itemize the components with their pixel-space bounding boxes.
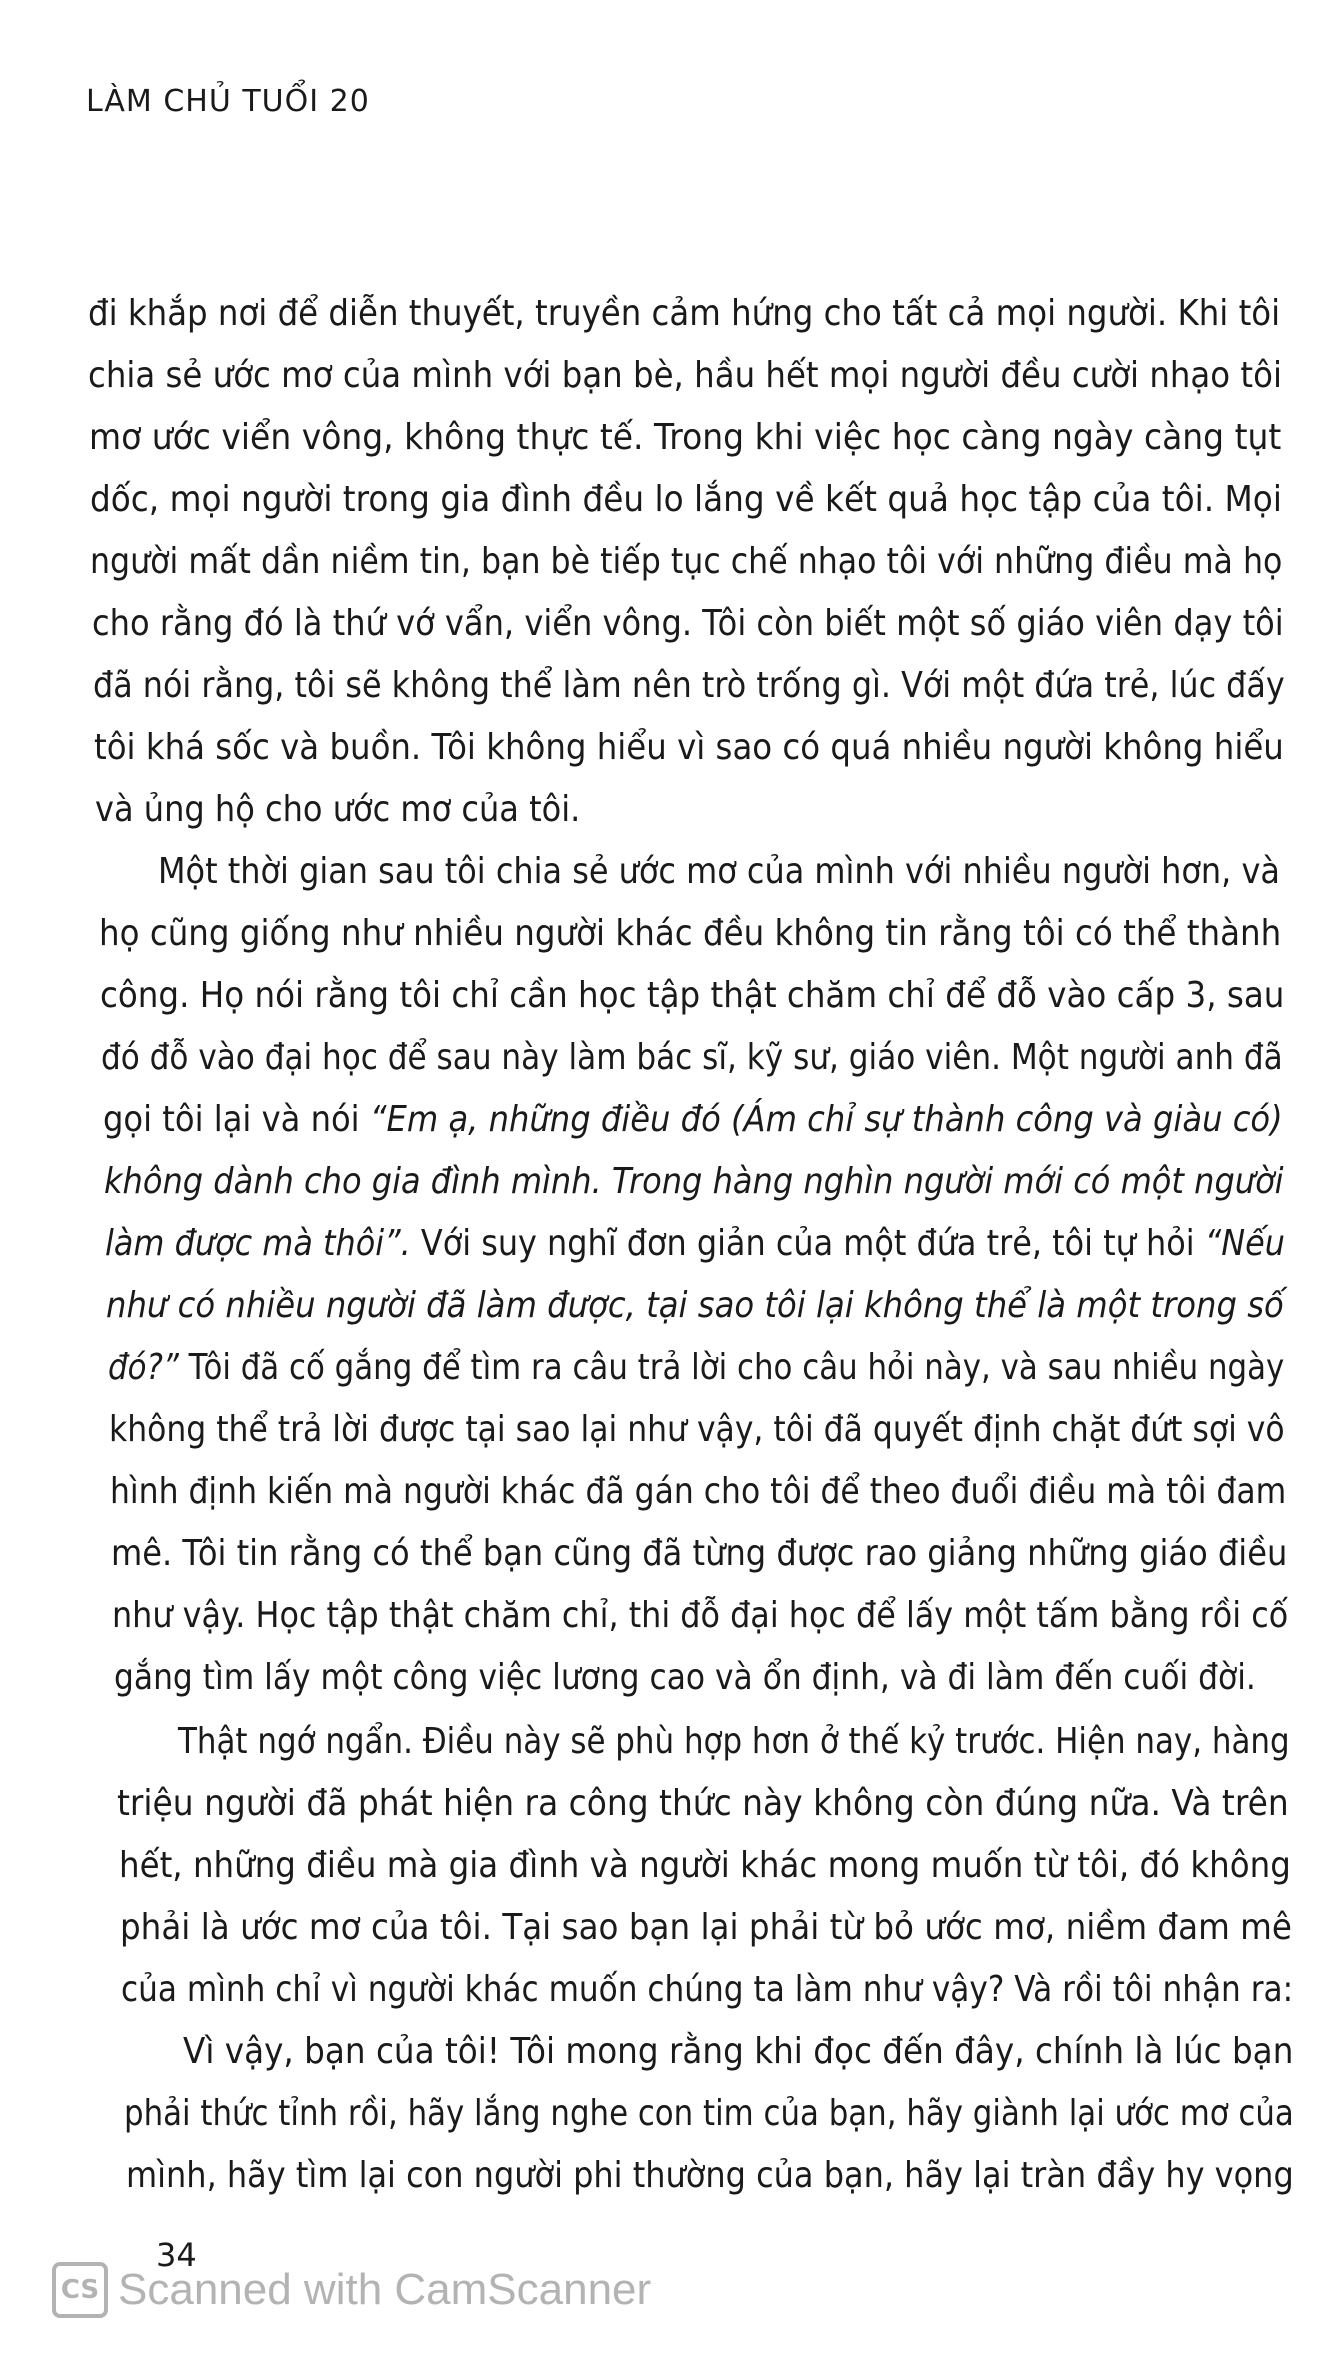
text-line: mê. Tôi tin rằng có thể bạn cũng đã từng được rao giảng những giáo điều	[111, 1533, 1288, 1574]
watermark-text: Scanned with CamScanner	[118, 2265, 652, 2314]
text-line: đó đỗ vào đại học để sau này làm bác sĩ, kỹ sư, giáo viên. Một người anh đã	[101, 1037, 1283, 1078]
text-line: không dành cho gia đình mình. Trong hàng nghìn người mới có một người	[104, 1161, 1284, 1202]
text-line: gọi tôi lại và nói “Em ạ, những điều đó (Ám chỉ sự thành công và giàu có)	[103, 1099, 1283, 1140]
text-line: cho rằng đó là thứ vớ vẩn, viển vông. Tôi còn biết một số giáo viên dạy tôi	[92, 603, 1284, 644]
text-line: hết, những điều mà gia đình và người khác mong muốn từ tôi, đó không	[119, 1845, 1291, 1886]
text-line: triệu người đã phát hiện ra công thức này không còn đúng nữa. Và trên	[117, 1783, 1289, 1824]
text-line: công. Họ nói rằng tôi chỉ cần học tập thật chăm chỉ để đỗ vào cấp 3, sau	[100, 975, 1285, 1016]
text-line: họ cũng giống như nhiều người khác đều không tin rằng tôi có thể thành	[99, 913, 1282, 954]
text-line: đã nói rằng, tôi sẽ không thể làm nên trò trống gì. Với một đứa trẻ, lúc đấy	[93, 665, 1285, 706]
running-header: LÀM CHỦ TUỔI 20	[86, 84, 370, 119]
text-line: đi khắp nơi để diễn thuyết, truyền cảm hứng cho tất cả mọi người. Khi tôi	[88, 293, 1281, 334]
text-line: mơ ước viển vông, không thực tế. Trong khi việc học càng ngày càng tụt	[89, 417, 1282, 458]
text-line: dốc, mọi người trong gia đình đều lo lắng về kết quả học tập của tôi. Mọi	[90, 479, 1282, 520]
text-line: Vì vậy, bạn của tôi! Tôi mong rằng khi đọc đến đây, chính là lúc bạn	[183, 2031, 1294, 2072]
text-line: mình, hãy tìm lại con người phi thường của bạn, hãy lại tràn đầy hy vọng	[126, 2155, 1294, 2196]
text-line: hình định kiến mà người khác đã gán cho tôi để theo đuổi điều mà tôi đam	[110, 1471, 1287, 1512]
text-line: Thật ngớ ngẩn. Điều này sẽ phù hợp hơn ở thế kỷ trước. Hiện nay, hàng	[178, 1721, 1290, 1762]
text-line: Một thời gian sau tôi chia sẻ ước mơ của mình với nhiều người hơn, và	[158, 851, 1280, 892]
text-line: và ủng hộ cho ước mơ của tôi.	[95, 789, 581, 830]
text-line: gắng tìm lấy một công việc lương cao và ổn định, và đi làm đến cuối đời.	[114, 1657, 1256, 1698]
text-line: phải là ước mơ của tôi. Tại sao bạn lại phải từ bỏ ước mơ, niềm đam mê	[120, 1907, 1292, 1948]
text-line: của mình chỉ vì người khác muốn chúng ta làm như vậy? Và rồi tôi nhận ra:	[121, 1969, 1294, 2010]
text-line: tôi khá sốc và buồn. Tôi không hiểu vì sao có quá nhiều người không hiểu	[94, 727, 1284, 768]
text-line: chia sẻ ước mơ của mình với bạn bè, hầu hết mọi người đều cười nhạo tôi	[88, 355, 1282, 396]
camscanner-watermark	[52, 2262, 651, 2318]
text-line: đó?” Tôi đã cố gắng để tìm ra câu trả lời cho câu hỏi này, và sau nhiều ngày	[108, 1347, 1285, 1388]
camscanner-logo-icon: CS	[52, 2262, 108, 2318]
text-line: như vậy. Học tập thật chăm chỉ, thi đỗ đại học để lấy một tấm bằng rồi cố	[112, 1595, 1289, 1636]
text-line: như có nhiều người đã làm được, tại sao tôi lại không thể là một trong số	[106, 1285, 1284, 1326]
text-line: người mất dần niềm tin, bạn bè tiếp tục chế nhạo tôi với những điều mà họ	[90, 541, 1283, 582]
text-line: làm được mà thôi”. Với suy nghĩ đơn giản của một đứa trẻ, tôi tự hỏi “Nếu	[105, 1223, 1285, 1264]
text-line: phải thức tỉnh rồi, hãy lắng nghe con tim của bạn, hãy giành lại ước mơ của	[124, 2093, 1294, 2134]
page-number: 34	[156, 2236, 197, 2274]
text-line: không thể trả lời được tại sao lại như vậy, tôi đã quyết định chặt đứt sợi vô	[109, 1409, 1285, 1450]
